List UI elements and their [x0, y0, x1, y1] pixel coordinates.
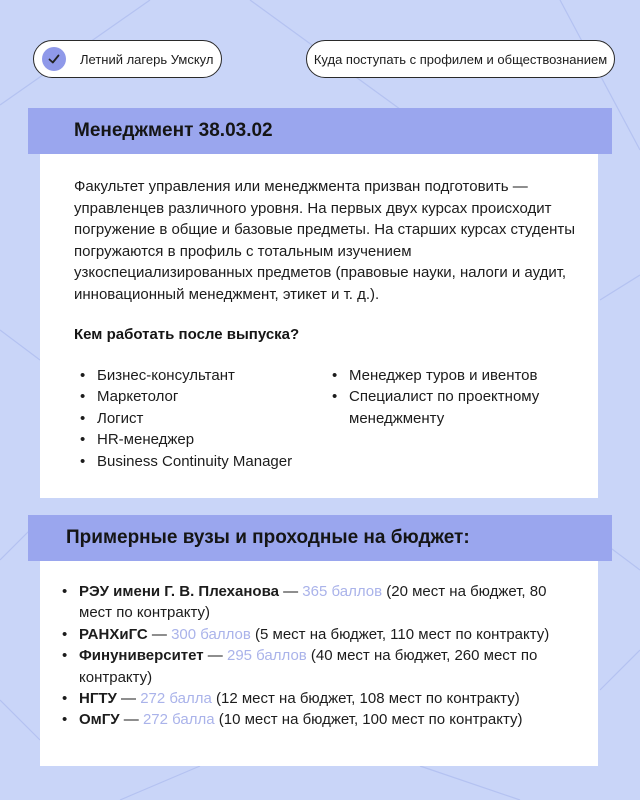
career-item: • Логист	[78, 408, 323, 429]
where-to-apply-label: Куда поступать с профилем и обществознанием	[313, 51, 608, 67]
program-card	[40, 154, 598, 498]
careers-list-left	[78, 365, 323, 472]
camp-badge[interactable]	[33, 40, 222, 78]
university-score: 365 баллов	[302, 583, 383, 600]
university-item	[60, 624, 580, 645]
career-item: • Бизнес-консультант	[78, 365, 323, 386]
university-name: ОмГУ	[79, 711, 120, 729]
university-score: 295 баллов	[226, 647, 307, 665]
universities-title-band	[28, 515, 612, 561]
career-item: • Business Continuity Manager	[78, 451, 323, 472]
university-score: 272 балла	[142, 711, 215, 729]
university-separator: —	[203, 647, 227, 665]
university-details: (40 мест на бюджет, 260 мест по контракту)	[79, 647, 538, 686]
university-details: (12 мест на бюджет, 108 мест по контракту)	[211, 690, 520, 708]
university-score: 272 балла	[140, 690, 212, 708]
career-item: • Менеджер туров и ивентов	[330, 365, 570, 386]
universities-title: Примерные вузы и проходные на бюджет:	[66, 527, 470, 548]
camp-label: Летний лагерь Умскул	[80, 51, 214, 67]
university-separator: —	[116, 690, 141, 708]
career-item: • Маркетолог	[78, 386, 323, 407]
program-title: Менеджмент 38.03.02	[74, 120, 273, 141]
career-item: • HR-менеджер	[78, 429, 323, 450]
program-description: Факультет управления или менеджмента призван подготовить — управленцев различного уровня. На первых двух курсах происходит погружение в общие и базовые предметы. На старших курсах студенты погружаются в профиль с тотальным изучением узкоспециализированных предметов (правовые науки, налоги и аудит, инновационный менеджмент, этикет и т. д.).	[74, 178, 576, 303]
university-separator: —	[147, 625, 172, 643]
university-name: РАНХиГС	[79, 625, 148, 643]
university-details: (5 мест на бюджет, 110 мест по контракту)	[250, 625, 550, 643]
where-to-apply-badge[interactable]	[306, 40, 615, 78]
university-item	[60, 709, 580, 730]
university-item	[60, 645, 580, 688]
university-details: (10 мест на бюджет, 100 мест по контракту)	[214, 711, 523, 729]
university-name: РЭУ имени Г. В. Плеханова	[79, 583, 279, 600]
university-separator: —	[119, 711, 143, 729]
university-name: Финуниверситет	[79, 647, 204, 665]
career-item: • Специалист по проектному менеджменту	[330, 386, 570, 429]
university-item	[60, 688, 580, 709]
check-icon	[42, 47, 66, 71]
universities-card	[40, 561, 598, 766]
careers-list-right	[330, 365, 570, 429]
university-details: (20 мест на бюджет, 80 мест по контракту)	[79, 583, 547, 622]
university-item	[60, 581, 580, 624]
university-score: 300 баллов	[171, 625, 251, 643]
universities-list	[60, 581, 580, 731]
university-name: НГТУ	[79, 690, 117, 708]
program-title-band	[28, 108, 612, 154]
careers-heading: Кем работать после выпуска?	[74, 326, 300, 343]
university-separator: —	[278, 583, 303, 600]
